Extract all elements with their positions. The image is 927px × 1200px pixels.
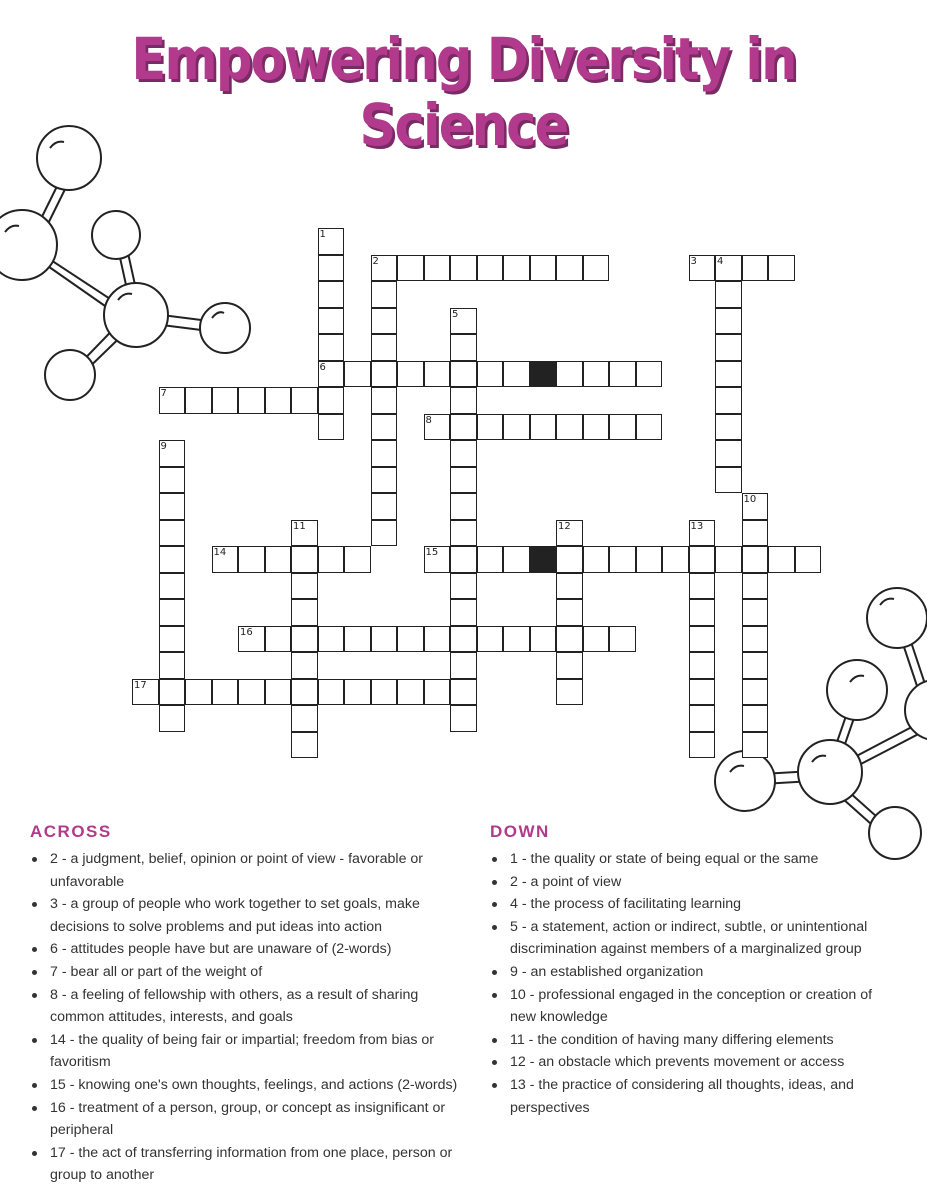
clue-number: 13 (690, 520, 704, 532)
crossword-cell[interactable] (185, 679, 212, 706)
across-list (30, 848, 460, 1187)
crossword-cell[interactable] (742, 652, 769, 679)
crossword-cell[interactable] (450, 334, 477, 361)
down-heading: DOWN (490, 822, 550, 841)
crossword-cell[interactable] (715, 467, 742, 494)
crossword-cell[interactable] (238, 626, 265, 653)
crossword-cell[interactable] (450, 679, 477, 706)
crossword-cell[interactable] (159, 679, 186, 706)
crossword-cell[interactable] (450, 626, 477, 653)
clue-across-2: 2 - a judgment, belief, opinion or point of view - favorable or unfavorable (50, 848, 460, 893)
crossword-cell[interactable] (689, 255, 716, 282)
crossword-cell[interactable] (318, 361, 345, 388)
crossword-cell[interactable] (185, 387, 212, 414)
crossword-cell[interactable] (742, 255, 769, 282)
crossword-cell[interactable] (371, 334, 398, 361)
crossword-cell[interactable] (609, 546, 636, 573)
crossword-cell[interactable] (450, 705, 477, 732)
crossword-cell[interactable] (556, 255, 583, 282)
crossword-cell[interactable] (715, 281, 742, 308)
crossword-cell[interactable] (159, 440, 186, 467)
crossword-cell[interactable] (450, 573, 477, 600)
crossword-cell[interactable] (212, 679, 239, 706)
crossword-cell[interactable] (689, 732, 716, 759)
crossword-cell[interactable] (159, 493, 186, 520)
crossword-cell[interactable] (265, 679, 292, 706)
crossword-cell[interactable] (291, 679, 318, 706)
clue-number: 16 (240, 626, 253, 638)
crossword-cell[interactable] (318, 228, 345, 255)
crossword-cell[interactable] (344, 361, 371, 388)
clue-down-1: 1 - the quality or state of being equal or the same (510, 848, 900, 871)
crossword-cell-blocked (530, 546, 557, 573)
crossword-cell[interactable] (291, 626, 318, 653)
crossword-cell[interactable] (371, 255, 398, 282)
down-clues (490, 822, 900, 1119)
clue-number: 9 (160, 441, 167, 452)
title-line-2: Science (359, 91, 568, 159)
crossword-cell[interactable] (159, 705, 186, 732)
crossword-cell[interactable] (477, 361, 504, 388)
crossword-cell[interactable] (742, 732, 769, 759)
crossword-cell[interactable] (371, 387, 398, 414)
across-heading: ACROSS (30, 822, 112, 841)
crossword-cell[interactable] (530, 255, 557, 282)
crossword-cell[interactable] (450, 308, 477, 335)
crossword-cell[interactable] (556, 546, 583, 573)
crossword-cell[interactable] (424, 626, 451, 653)
crossword-cell[interactable] (291, 599, 318, 626)
crossword-cell[interactable] (609, 361, 636, 388)
crossword-cell[interactable] (742, 679, 769, 706)
down-list (490, 848, 900, 1119)
crossword-cell[interactable] (530, 626, 557, 653)
crossword-cell[interactable] (424, 546, 451, 573)
crossword-cell[interactable] (768, 255, 795, 282)
crossword-cell[interactable] (265, 546, 292, 573)
clue-number: 11 (293, 520, 306, 532)
clue-down-2: 2 - a point of view (510, 871, 900, 894)
crossword-cell[interactable] (503, 546, 530, 573)
crossword-cell[interactable] (159, 387, 186, 414)
clue-across-15: 15 - knowing one's own thoughts, feelings, and actions (2-words) (50, 1074, 460, 1097)
crossword-cell[interactable] (742, 573, 769, 600)
crossword-cell[interactable] (556, 599, 583, 626)
clue-across-7: 7 - bear all or part of the weight of (50, 961, 460, 984)
clue-down-11: 11 - the condition of having many differing elements (510, 1029, 900, 1052)
crossword-cell[interactable] (689, 599, 716, 626)
crossword-cell[interactable] (291, 652, 318, 679)
clue-down-10: 10 - professional engaged in the conception or creation of new knowledge (510, 984, 900, 1029)
crossword-cell[interactable] (742, 520, 769, 547)
crossword-cell[interactable] (689, 626, 716, 653)
crossword-cell[interactable] (689, 705, 716, 732)
crossword-cell[interactable] (159, 626, 186, 653)
across-clues (30, 822, 460, 1187)
crossword-cell[interactable] (450, 255, 477, 282)
crossword-cell[interactable] (397, 361, 424, 388)
crossword-cell[interactable] (318, 255, 345, 282)
crossword-cell[interactable] (715, 440, 742, 467)
crossword-cell[interactable] (609, 626, 636, 653)
crossword-cell[interactable] (715, 387, 742, 414)
crossword-cell[interactable] (742, 599, 769, 626)
crossword-cell[interactable] (371, 414, 398, 441)
crossword-cell[interactable] (715, 414, 742, 441)
crossword-cell[interactable] (556, 520, 583, 547)
crossword-cell[interactable] (450, 440, 477, 467)
crossword-cell[interactable] (344, 546, 371, 573)
crossword-cell[interactable] (450, 652, 477, 679)
crossword-cell[interactable] (742, 705, 769, 732)
crossword-cell[interactable] (265, 387, 292, 414)
crossword-cell[interactable] (212, 546, 239, 573)
crossword-cell[interactable] (159, 652, 186, 679)
crossword-cell[interactable] (583, 626, 610, 653)
clue-down-9: 9 - an established organization (510, 961, 900, 984)
crossword-cell[interactable] (636, 546, 663, 573)
crossword-cell[interactable] (450, 546, 477, 573)
crossword-cell[interactable] (477, 255, 504, 282)
clue-number: 3 (690, 255, 697, 267)
crossword-cell[interactable] (159, 546, 186, 573)
crossword-cell[interactable] (556, 573, 583, 600)
clue-down-12: 12 - an obstacle which prevents movement or access (510, 1051, 900, 1074)
crossword-cell[interactable] (450, 520, 477, 547)
crossword-cell[interactable] (344, 679, 371, 706)
crossword-cell[interactable] (450, 467, 477, 494)
clue-down-4: 4 - the process of facilitating learning (510, 893, 900, 916)
clue-number: 5 (452, 308, 459, 320)
clue-number: 4 (717, 255, 724, 267)
clue-across-8: 8 - a feeling of fellowship with others, as a result of sharing common attitudes, interests, and goals (50, 984, 460, 1029)
crossword-cell[interactable] (583, 546, 610, 573)
crossword-cell[interactable] (742, 493, 769, 520)
crossword-cell[interactable] (159, 599, 186, 626)
crossword-cell[interactable] (556, 414, 583, 441)
clue-across-16: 16 - treatment of a person, group, or concept as insignificant or peripheral (50, 1097, 460, 1142)
crossword-cell[interactable] (424, 679, 451, 706)
crossword-cell[interactable] (371, 493, 398, 520)
clue-number: 10 (743, 494, 757, 505)
crossword-cell[interactable] (344, 626, 371, 653)
crossword-cell[interactable] (291, 387, 318, 414)
crossword-cell[interactable] (318, 414, 345, 441)
crossword-cell[interactable] (503, 414, 530, 441)
clue-across-6: 6 - attitudes people have but are unaware of (2-words) (50, 938, 460, 961)
crossword-cell[interactable] (371, 520, 398, 547)
crossword-cell[interactable] (159, 573, 186, 600)
crossword-cell[interactable] (503, 361, 530, 388)
title-line-1: Empowering Diversity in (131, 25, 796, 93)
crossword-cell[interactable] (397, 679, 424, 706)
crossword-cell[interactable] (424, 255, 451, 282)
crossword-cell[interactable] (159, 467, 186, 494)
clue-number: 1 (319, 229, 326, 240)
crossword-cell[interactable] (583, 255, 610, 282)
crossword-cell[interactable] (503, 626, 530, 653)
crossword-cell[interactable] (371, 361, 398, 388)
crossword-cell[interactable] (424, 361, 451, 388)
crossword-cell[interactable] (715, 255, 742, 282)
crossword-cell-blocked (530, 361, 557, 388)
crossword-cell[interactable] (689, 652, 716, 679)
crossword-cell[interactable] (450, 414, 477, 441)
crossword-cell[interactable] (715, 361, 742, 388)
crossword-cell[interactable] (424, 414, 451, 441)
crossword-cell[interactable] (371, 308, 398, 335)
crossword-cell[interactable] (371, 626, 398, 653)
crossword-cell[interactable] (689, 573, 716, 600)
crossword-cell[interactable] (371, 679, 398, 706)
crossword-cell[interactable] (159, 520, 186, 547)
crossword-cell[interactable] (371, 440, 398, 467)
clue-number: 8 (425, 414, 432, 426)
crossword-cell[interactable] (238, 387, 265, 414)
crossword-cell[interactable] (609, 414, 636, 441)
crossword-cell[interactable] (212, 387, 239, 414)
crossword-cell[interactable] (583, 414, 610, 441)
crossword-cell[interactable] (318, 626, 345, 653)
crossword-cell[interactable] (132, 679, 159, 706)
clue-number: 12 (558, 520, 571, 532)
crossword-cell[interactable] (318, 281, 345, 308)
crossword-cell[interactable] (636, 361, 663, 388)
crossword-cell[interactable] (477, 626, 504, 653)
clue-number: 6 (319, 361, 326, 373)
crossword-cell[interactable] (556, 361, 583, 388)
crossword-cell[interactable] (742, 626, 769, 653)
crossword-cell[interactable] (715, 308, 742, 335)
crossword-cell[interactable] (450, 493, 477, 520)
crossword-cell[interactable] (371, 467, 398, 494)
crossword-cell[interactable] (450, 599, 477, 626)
clue-across-17: 17 - the act of transferring information from one place, person or group to another (50, 1142, 460, 1187)
clue-across-3: 3 - a group of people who work together to set goals, make decisions to solve problems and put ideas into action (50, 893, 460, 938)
crossword-cell[interactable] (371, 281, 398, 308)
crossword-cell[interactable] (662, 546, 689, 573)
clue-number: 15 (425, 547, 439, 558)
crossword-cell[interactable] (477, 546, 504, 573)
clue-down-13: 13 - the practice of considering all thoughts, ideas, and perspectives (510, 1074, 900, 1119)
clue-number: 14 (213, 547, 227, 558)
crossword-cell[interactable] (556, 679, 583, 706)
crossword-cell[interactable] (450, 361, 477, 388)
crossword-cell[interactable] (689, 679, 716, 706)
crossword-cell[interactable] (450, 387, 477, 414)
crossword-cell[interactable] (291, 546, 318, 573)
crossword-cell[interactable] (318, 387, 345, 414)
crossword-cell[interactable] (397, 255, 424, 282)
crossword-cell[interactable] (583, 361, 610, 388)
crossword-cell[interactable] (742, 546, 769, 573)
crossword-cell[interactable] (238, 546, 265, 573)
clue-number: 2 (372, 255, 379, 267)
crossword-cell[interactable] (291, 573, 318, 600)
crossword-cell[interactable] (556, 652, 583, 679)
crossword-cell[interactable] (318, 334, 345, 361)
crossword-cell[interactable] (318, 546, 345, 573)
clue-across-14: 14 - the quality of being fair or impartial; freedom from bias or favoritism (50, 1029, 460, 1074)
crossword-cell[interactable] (291, 520, 318, 547)
crossword-cell[interactable] (318, 679, 345, 706)
crossword-cell[interactable] (530, 414, 557, 441)
crossword-cell[interactable] (689, 546, 716, 573)
crossword-cell[interactable] (397, 626, 424, 653)
crossword-cell[interactable] (503, 255, 530, 282)
crossword-cell[interactable] (715, 546, 742, 573)
crossword-cell[interactable] (636, 414, 663, 441)
crossword-cell[interactable] (291, 732, 318, 759)
crossword-cell[interactable] (715, 334, 742, 361)
crossword-cell[interactable] (318, 308, 345, 335)
crossword-cell[interactable] (291, 705, 318, 732)
crossword-cell[interactable] (768, 546, 795, 573)
crossword-cell[interactable] (238, 679, 265, 706)
crossword-cell[interactable] (265, 626, 292, 653)
clue-number: 7 (160, 388, 167, 399)
crossword-cell[interactable] (689, 520, 716, 547)
crossword-cell[interactable] (795, 546, 822, 573)
crossword-cell[interactable] (477, 414, 504, 441)
crossword-cell[interactable] (556, 626, 583, 653)
clue-down-5: 5 - a statement, action or indirect, subtle, or unintentional discrimination against members of a marginalized group (510, 916, 900, 961)
clue-number: 17 (134, 679, 147, 691)
